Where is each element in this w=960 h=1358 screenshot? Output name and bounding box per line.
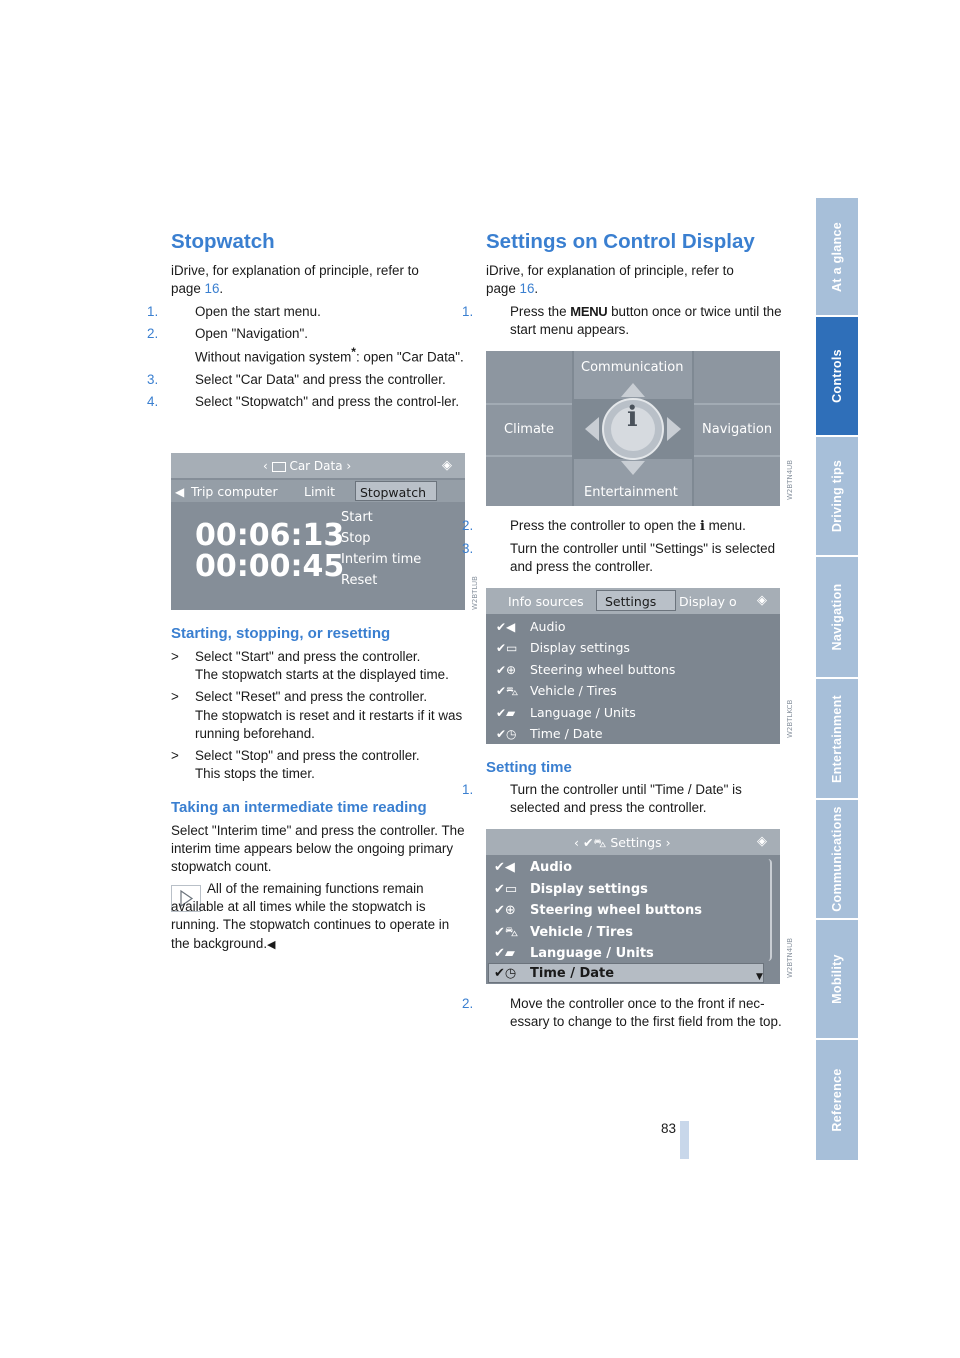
scroll-down-icon[interactable]: ▼ [756,972,763,982]
sidebar-tab-navigation[interactable]: Navigation [816,557,858,677]
menu-interim-time[interactable]: Interim time [341,552,422,567]
sidebar-tab-entertainment[interactable]: Entertainment [816,679,858,798]
tab-display[interactable]: Display o [679,594,737,609]
image-code: W2BTN4UB [786,937,794,978]
settings-item-audio[interactable]: Audio [530,619,566,634]
note-text: All of the remaining functions remain available at all times while the stopwatch is running. The stopwatch continues to operate in the background.◀ [171,881,450,951]
sidebar-tab-communications[interactable]: Communications [816,800,858,918]
left-arrow-icon: ◀ [175,485,185,499]
scrollbar[interactable] [768,859,772,961]
image-code: W2BTLUB [471,576,479,610]
stopwatch-steps [147,303,467,411]
page-number: 83 [660,1121,676,1136]
settings-item-time[interactable]: Time / Date [530,726,603,741]
menu-button-label: MENU [570,304,608,319]
step-2: 2. Open "Navigation". Without navigation system*: open "Car Data". [147,326,464,365]
bullet-reset: > Select "Reset" and press the controller. The stopwatch is reset and it restarts if it was running beforehand. [171,689,463,741]
sidebar-tab-driving-tips[interactable]: Driving tips [816,437,858,555]
audio-icon: ✔◀ [494,860,515,875]
tab-stopwatch[interactable]: Stopwatch [355,481,437,501]
language-icon: ✔▰ [494,946,515,961]
stopwatch-title: Stopwatch [171,230,275,253]
language-icon: ✔▰ [496,706,516,720]
audio-icon: ✔◀ [496,620,516,634]
settings-step-1: 1. Press the MENU button once or twice until the start menu appears. [462,304,782,338]
compass-icon: ◈ [757,593,767,608]
section-starting-stopping: Starting, stopping, or resetting [171,625,391,642]
step-1: 1. Open the start menu. [147,304,321,319]
compass-icon: ◈ [442,458,452,473]
start-menu-screen [486,351,780,506]
info-icon: i [627,400,638,433]
settings-item-vehicle[interactable]: Vehicle / Tires [530,683,617,698]
list-item-audio[interactable]: Audio [530,860,573,875]
step-3: 3. Select "Car Data" and press the controller. [147,372,446,388]
interim-text: Select "Interim time" and press the controller. The interim time appears below the ongoing primary stopwatch count. [171,823,465,875]
page-marker [680,1121,689,1159]
end-mark: ◀ [267,938,276,951]
display-icon: ✔▭ [494,882,518,897]
list-item-vehicle[interactable]: Vehicle / Tires [530,925,633,940]
vehicle-icon: ✔⛍ [494,925,519,940]
settings-item-steering[interactable]: Steering wheel buttons [530,662,676,677]
menu-climate[interactable]: Climate [504,422,555,437]
settings-screen [486,588,780,744]
screen-header: ‹ Car Data › [263,459,352,473]
info-icon: i [699,518,705,534]
steering-wheel-icon: ✔⊕ [496,663,517,677]
settings-step-3: 3. Turn the controller until "Settings" is selected and press the controller. [462,541,776,575]
clock-icon: ✔◷ [494,966,517,981]
stopwatch-screen [171,453,465,610]
compass-icon: ◈ [757,834,767,849]
clock-icon: ✔◷ [496,727,517,741]
stopwatch-intro: iDrive, for explanation of principle, refer to page 16. [171,263,419,297]
time-step-1: 1. Turn the controller until "Time / Date" is selected and press the controller. [462,782,742,816]
menu-start[interactable]: Start [341,510,373,525]
menu-stop[interactable]: Stop [341,531,371,546]
display-icon: ✔▭ [496,641,518,655]
section-setting-time: Setting time [486,759,572,776]
vehicle-icon: ✔⛍ [496,684,519,698]
list-item-display[interactable]: Display settings [530,882,648,897]
bullet-stop: > Select "Stop" and press the controller. This stops the timer. [171,748,420,782]
interim-time: 00:00:45 [195,549,345,584]
sidebar-tab-at-a-glance[interactable]: At a glance [816,198,858,315]
list-item-steering[interactable]: Steering wheel buttons [530,903,702,918]
list-item-language[interactable]: Language / Units [530,946,654,961]
tab-trip-computer[interactable]: Trip computer [191,484,278,499]
start-stop-bullets [171,648,467,783]
steering-wheel-icon: ✔⊕ [494,903,516,918]
menu-communication[interactable]: Communication [581,360,684,375]
time-step-2: 2. Move the controller once to the front if nec-essary to change to the first field from the top. [462,996,782,1030]
page-link[interactable]: 16 [519,281,535,297]
tab-limit[interactable]: Limit [304,484,335,499]
section-intermediate-time: Taking an intermediate time reading [171,799,427,816]
settings-intro: iDrive, for explanation of principle, refer to page 16. [486,263,734,297]
settings-title: Settings on Control Display [486,230,755,253]
tab-info-sources[interactable]: Info sources [508,594,584,609]
image-code: W2BTLKCB [786,699,794,738]
list-header: ‹ ✔⛍ Settings › [574,835,671,850]
step-4: 4. Select "Stopwatch" and press the control-ler. [147,394,460,410]
sidebar-tab-mobility[interactable]: Mobility [816,920,858,1038]
menu-entertainment[interactable]: Entertainment [584,485,678,500]
settings-list-screen [486,829,780,984]
stopwatch-time: 00:06:13 [195,518,345,553]
page-link[interactable]: 16 [204,281,220,297]
sidebar-tab-reference[interactable]: Reference [816,1040,858,1160]
tab-settings[interactable]: Settings [596,590,676,611]
settings-item-display[interactable]: Display settings [530,640,630,655]
settings-step-2: 2. Press the controller to open the i menu. [462,518,746,534]
list-item-time[interactable]: Time / Date [530,966,615,981]
settings-item-language[interactable]: Language / Units [530,705,636,720]
menu-reset[interactable]: Reset [341,573,378,588]
menu-navigation[interactable]: Navigation [702,422,773,437]
sidebar-tab-controls[interactable]: Controls [816,317,858,435]
bullet-start: > Select "Start" and press the controller. The stopwatch starts at the displayed time. [171,649,449,683]
image-code: W2BTN4UB [786,459,794,500]
